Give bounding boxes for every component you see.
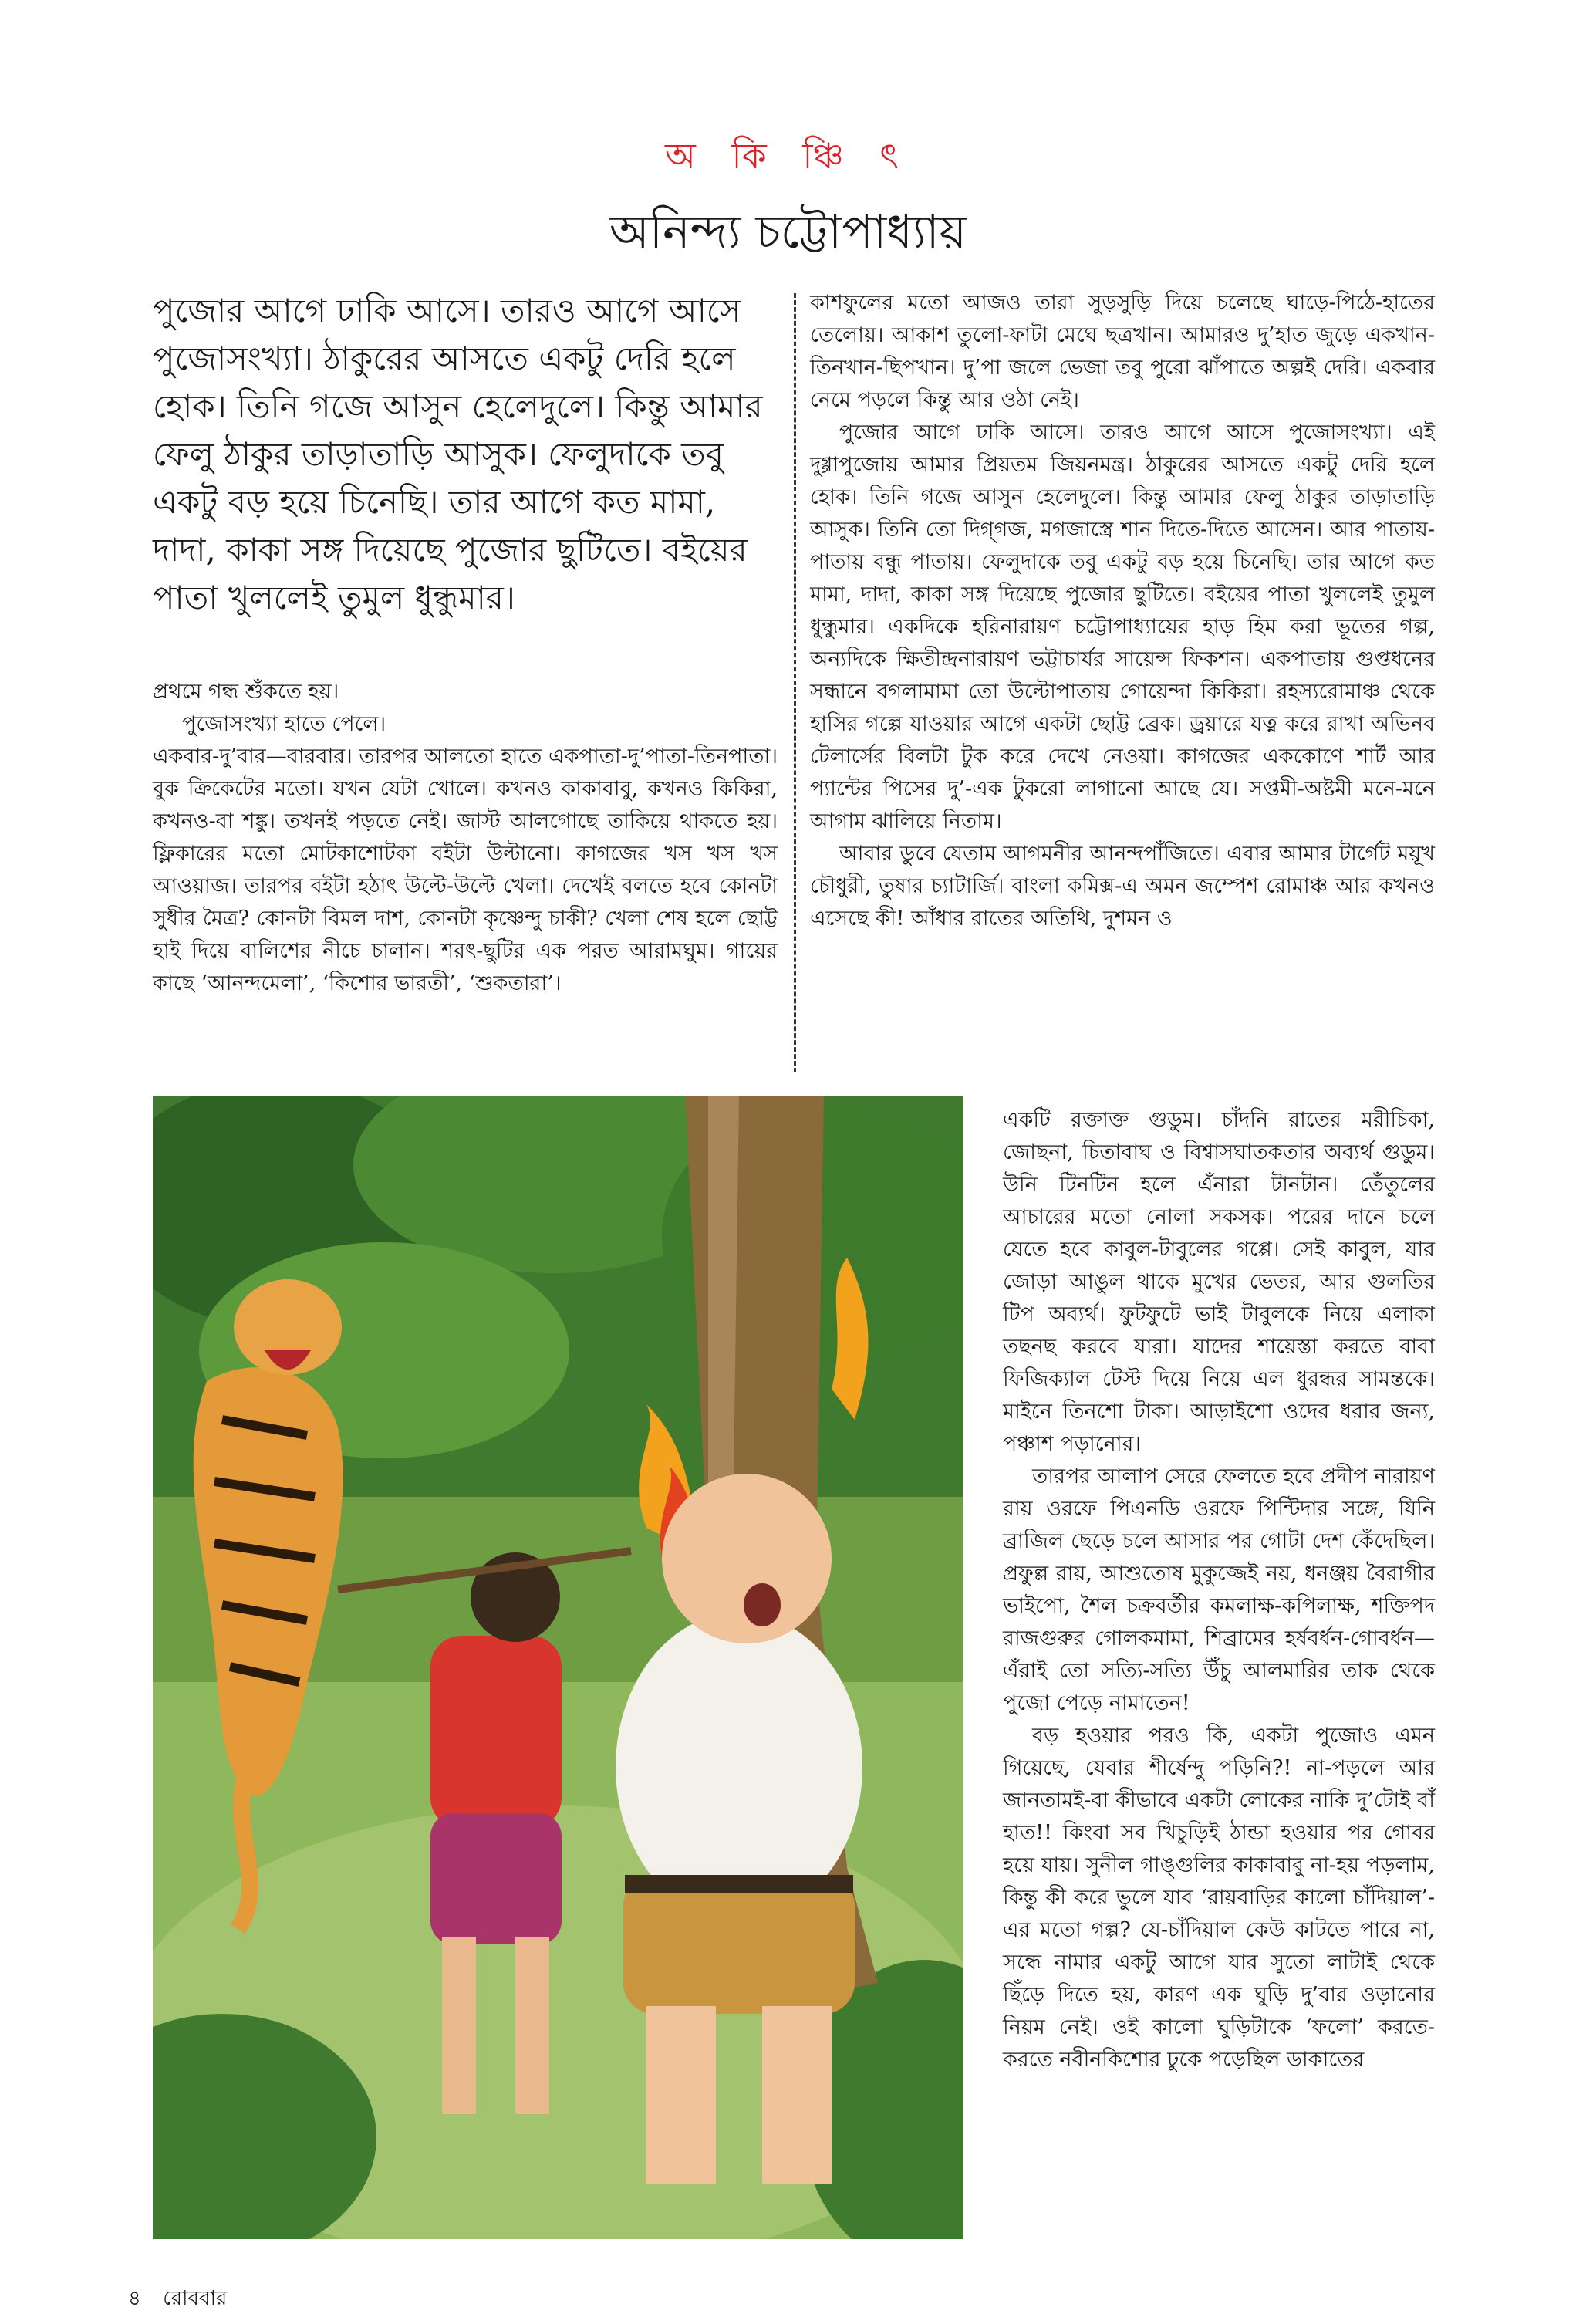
lead-paragraph xyxy=(153,287,778,622)
section-kicker: অ কি ঞ্চি ৎ xyxy=(665,135,911,177)
page-number: ৪ xyxy=(128,2287,141,2310)
right-paragraph-3: আবার ডুবে যেতাম আগমনীর আনন্দপাঁজিতে। এবার আমার টার্গেট ময়ূখ চৌধুরী, তুষার চ্যাটার্জি। বাংলা কমিক্স-এ অমন জম্পেশ রোমাঞ্চ আর কখনও এসেছে কী! আঁধার রাতের অতিথি, দুশমন ও xyxy=(810,842,1435,931)
wrap-paragraph-2: তারপর আলাপ সেরে ফেলতে হবে প্রদীপ নারায়ণ রায় ওরফে পিএনডি ওরফে পিন্টিদার সঙ্গে, যিনি ব্রাজিল ছেড়ে চলে আসার পর গোটা দেশ কেঁদেছিল। প্রফুল্ল রায়, আশুতোষ মুকুজ্জেই নয়, ধনঞ্জয় বৈরাগীর ভাইপো, শৈল চক্রবর্তীর কমলাক্ষ-কপিলাক্ষ, শক্তিপদ রাজগুরুর গোলকমামা, শিব্রামের হর্ষবর্ধন-গোবর্ধন—এঁরাই তো সত্যি-সত্যি উঁচু আলমারির তাক থেকে পুজো পেড়ে নামাতেন! xyxy=(1003,1464,1435,1715)
comic-illustration xyxy=(153,1096,963,2239)
magazine-name: রোববার xyxy=(163,2287,228,2310)
wrap-paragraph-3: বড় হওয়ার পরও কি, একটা পুজোও এমন গিয়েছে, যেবার শীর্ষেন্দু পড়িনি?! না-পড়লে আর জানতামই-বা কীভাবে একটা লোকের নাকি দু’টোই বাঁ হাত!! কিংবা সব খিচুড়িই ঠান্ডা হওয়ার পর গোবর হয়ে যায়। সুনীল গাঙ্গুলির কাকাবাবু না-হয় পড়লাম, কিন্তু কী করে ভুলে যাব ‘রায়বাড়ির কালো চাঁদিয়াল’-এর মতো গল্প? যে-চাঁদিয়াল কেউ কাটতে পারে না, সন্ধে নামার একটু আগে যার সুতো লাটাই থেকে ছিঁড়ে দিতে হয়, কারণ এক ঘুড়ি দু’বার ওড়ানোর নিয়ম নেই। ওই কালো ঘুড়িটাকে ‘ফলো’ করতে-করতে নবীনকিশোর ঢুকে পড়েছিল ডাকাতের xyxy=(1003,1724,1435,2072)
left-paragraph-2: পুজোসংখ্যা হাতে পেলে। xyxy=(182,712,386,736)
lead-text: পুজোর আগে ঢাকি আসে। তারও আগে আসে পুজোসংখ্যা। ঠাকুরের আসতে একটু দেরি হলে হোক। তিনি গজে আসুন হেলেদুলে। কিন্তু আমার ফেলু ঠাকুর তাড়াতাড়ি আসুক। ফেলুদাকে তবু একটু বড় হয়ে চিনেছি। তার আগে কত মামা, দাদা, কাকা সঙ্গ দিয়েছে পুজোর ছুটিতে। বইয়ের পাতা খুললেই তুমুল ধুন্ধুমার। xyxy=(153,292,763,616)
wrap-paragraph-1: একটি রক্তাক্ত গুডুম। চাঁদনি রাতের মরীচিকা, জোছনা, চিতাবাঘ ও বিশ্বাসঘাতকতার অব্যর্থ গুডুম। উনি টিনটিন হলে এঁনারা টানটান। তেঁতুলের আচারের মতো নোলা সকসক। পরের দানে চলে যেতে হবে কাবুল-টাবুলের গপ্পে। সেই কাবুল, যার জোড়া আঙুল থাকে মুখের ভেতর, আর গুলতির টিপ অব্যর্থ। ফুটফুটে ভাই টাবুলকে নিয়ে এলাকা তছনছ করবে যারা। যাদের শায়েস্তা করতে বাবা ফিজিক্যাল টেস্ট দিয়ে নিয়ে এল ধুরন্ধর সামন্তকে। মাইনে তিনশো টাকা। আড়াইশো ওদের ধরার জন্য, পঞ্চাশ পড়ানোর। xyxy=(1003,1108,1435,1456)
left-paragraph-1: প্রথমে গন্ধ শুঁকতে হয়। xyxy=(153,680,339,704)
page-footer xyxy=(128,2282,242,2316)
left-paragraph-3: একবার-দু’বার—বারবার। তারপর আলতো হাতে একপাতা-দু’পাতা-তিনপাতা। বুক ক্রিকেটের মতো। যখন যেটা খোলে। কখনও কাকাবাবু, কখনও কিকিরা, কখনও-বা শঙ্কু। তখনই পড়তে নেই। জাস্ট আলগোছে তাকিয়ে থাকতে হয়। ফ্লিকারের মতো মোটকাশোটকা বইটা উল্টানো। কাগজের খস খস খস আওয়াজ। তারপর বইটা হঠাৎ উল্টে-উল্টে খেলা। দেখেই বলতে হবে কোনটা সুধীর মৈত্র? কোনটা বিমল দাশ, কোনটা কৃষ্ণেন্দু চাকী? খেলা শেষ হলে ছোট্ট হাই দিয়ে বালিশের নীচে চালান। শরৎ-ছুটির এক পরত আরামঘুম। গায়ের কাছে ‘আনন্দমেলা’, ‘কিশোর ভারতী’, ‘শুকতারা’। xyxy=(153,745,778,995)
wrap-column xyxy=(1003,1104,1435,2076)
right-column xyxy=(810,287,1435,935)
right-paragraph-1: কাশফুলের মতো আজও তারা সুড়সুড়ি দিয়ে চলেছে ঘাড়ে-পিঠে-হাতের তেলোয়। আকাশ তুলো-ফাটা মেঘে ছত্রখান। আমারও দু’হাত জুড়ে একখান-তিনখান-ছিপখান। দু’পা জলে ভেজা তবু পুরো ঝাঁপাতে অল্পই দেরি। একবার নেমে পড়লে কিন্তু আর ওঠা নেই। xyxy=(810,291,1435,412)
right-paragraph-2: পুজোর আগে ঢাকি আসে। তারও আগে আসে পুজোসংখ্যা। এই দুগ্গাপুজোয় আমার প্রিয়তম জিয়নমন্ত্র। ঠাকুরের আসতে একটু দেরি হলে হোক। তিনি গজে আসুন হেলেদুলে। কিন্তু আমার ফেলু ঠাকুর তাড়াতাড়ি আসুক। তিনি তো দিগ্‌গজ, মগজাস্ত্রে শান দিতে-দিতে আসেন। আর পাতায়-পাতায় বন্ধু পাতায়। ফেলুদাকে তবু একটু বড় হয়ে চিনেছি। তার আগে কত মামা, দাদা, কাকা সঙ্গ দিয়েছে পুজোর ছুটিতে। বইয়ের পাতা খুললেই তুমুল ধুন্ধুমার। একদিকে হরিনারায়ণ চট্টোপাধ্যায়ের হাড় হিম করা ভূতের গল্প, অন্যদিকে ক্ষিতীন্দ্রনারায়ণ ভট্টাচার্যর সায়েন্স ফিকশন। একপাতায় গুপ্তধনের সন্ধানে বগলামামা তো উল্টোপাতায় গোয়েন্দা কিকিরা। রহস্যরোমাঞ্চ থেকে হাসির গল্পে যাওয়ার আগে একটা ছোট্ট ব্রেক। ড্রয়ারে যত্ন করে রাখা অভিনব টেলার্সের বিলটা টুক করে দেখে নেওয়া। কাগজের এককোণে শার্ট আর প্যান্টের পিসের দু’-এক টুকরো লাগানো আছে যে। সপ্তমী-অষ্টমী মনে-মনে আগাম ঝালিয়ে নিতাম। xyxy=(810,421,1435,833)
column-divider xyxy=(794,293,796,1072)
author-name: অনিন্দ্য চট্টোপাধ্যায় xyxy=(609,205,967,259)
jungle-scene-image xyxy=(153,1096,963,2239)
left-column xyxy=(153,676,778,1000)
